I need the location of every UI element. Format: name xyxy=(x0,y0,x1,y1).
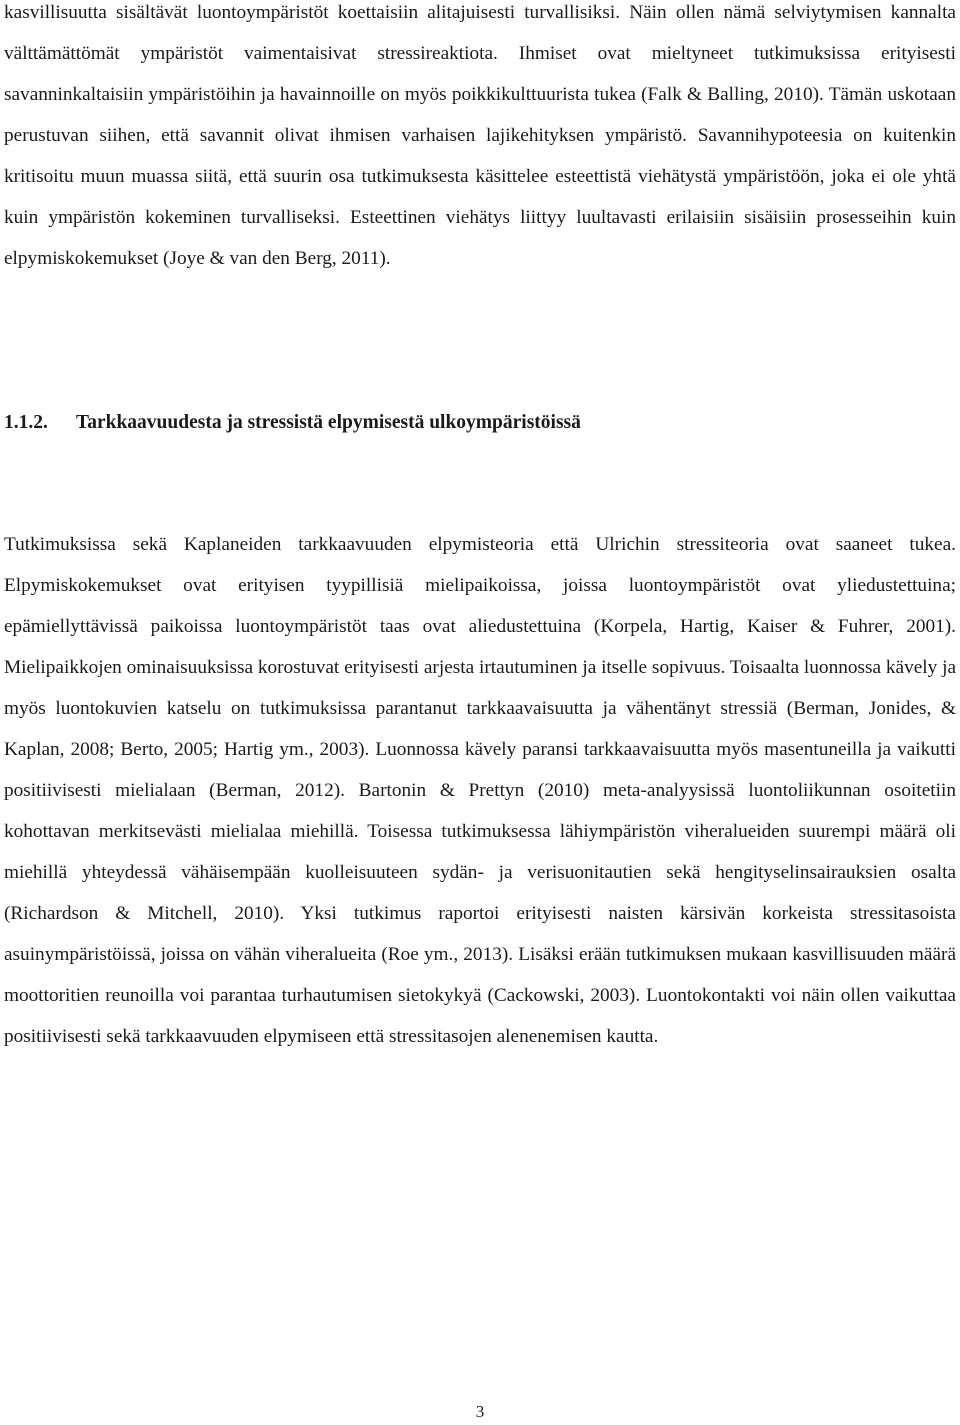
page-number: 3 xyxy=(475,1402,485,1421)
section-number: 1.1.2. xyxy=(4,412,48,433)
section-title: Tarkkaavuudesta ja stressistä elpymisestä ulkoympäristöissä xyxy=(76,412,581,433)
section-heading xyxy=(4,409,581,437)
document-page xyxy=(4,0,956,1425)
body-paragraph: Tutkimuksissa sekä Kaplaneiden tarkkaavuuden elpymisteoria että Ulrichin stressiteoria ovat saaneet tukea. Elpymiskokemukset ovat erityisen tyypillisiä mielipaikoissa, joissa luontoympäristöt ovat yliedustettuina; epämiellyttävissä paikoissa luontoympäristöt taas ovat aliedustettuina (Korpela, Hartig, Kaiser & Fuhrer, 2001). Mielipaikkojen ominaisuuksissa korostuvat erityisesti arjesta irtautuminen ja itselle sopivuus. Toisaalta luonnossa kävely ja myös luontokuvien katselu on tutkimuksissa parantanut tarkkaavaisuutta ja vähentänyt stressiä (Berman, Jonides, & Kaplan, 2008; Berto, 2005; Hartig ym., 2003). Luonnossa kävely paransi tarkkaavaisuutta myös masentuneilla ja vaikutti positiivisesti mielialaan (Berman, 2012). Bartonin & Prettyn (2010) meta-analyysissä luontoliikunnan osoitetiin kohottavan merkitsevästi mielialaa miehillä. Toisessa tutkimuksessa lähiympäristön viheralueiden suurempi määrä oli miehillä yhteydessä vähäisempään kuolleisuuteen sydän- ja verisuonitautien sekä hengityselinsairauksien osalta (Richardson & Mitchell, 2010). Yksi tutkimus raportoi erityisesti naisten kärsivän korkeista stressitasoista asuinympäristöissä, joissa on vähän viheralueita (Roe ym., 2013). Lisäksi erään tutkimuksen mukaan kasvillisuuden määrä moottoritien reunoilla voi parantaa turhautumisen sietokykyä (Cackowski, 2003). Luontokontakti voi näin ollen vaikuttaa positiivisesti sekä tarkkaavuuden elpymiseen että stressitasojen alenenemisen kautta. xyxy=(4,534,957,1047)
body-paragraph: kasvillisuutta sisältävät luontoympäristöt koettaisiin alitajuisesti turvallisiksi. Näin ollen nämä selviytymisen kannalta välttämättömät ympäristöt vaimentaisivat stressireaktiota. Ihmiset ovat mieltyneet tutkimuksissa erityisesti savanninkaltaisiin ympäristöihin ja havainnoille on myös poikkikulttuurista tukea (Falk & Balling, 2010). Tämän uskotaan perustuvan siihen, että savannit olivat ihmisen varhaisen lajikehityksen ympäristö. Savannihypoteesia on kuitenkin kritisoitu muun muassa siitä, että suurin osa tutkimuksesta käsittelee esteettistä viehätystä ympäristöön, joka ei ole yhtä kuin ympäristön kokeminen turvalliseksi. Esteettinen viehätys liittyy luultavasti erilaisiin sisäisiin prosesseihin kuin elpymiskokemukset (Joye & van den Berg, 2011). xyxy=(4,2,956,269)
